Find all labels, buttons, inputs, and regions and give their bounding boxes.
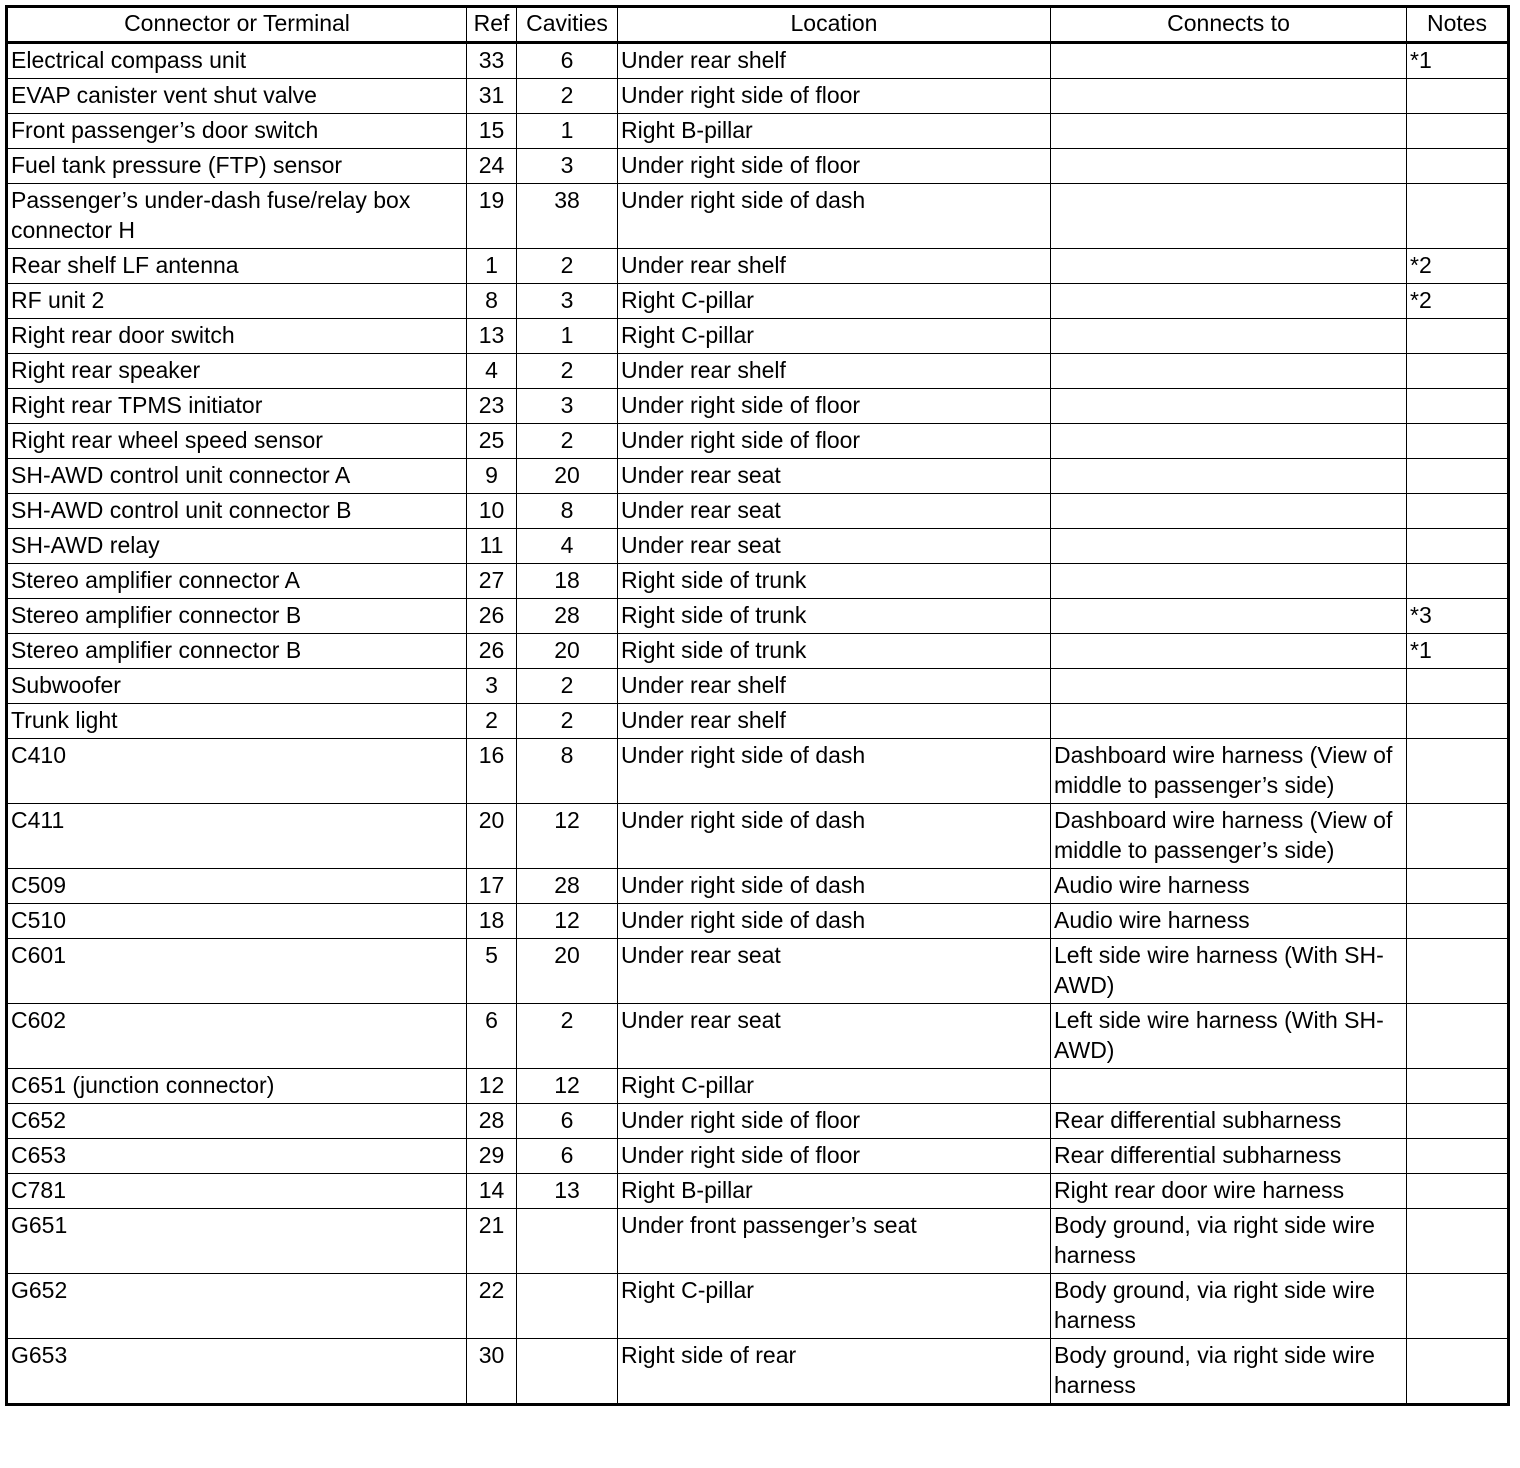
table-row	[7, 389, 1509, 424]
cell-notes	[1407, 114, 1509, 149]
cell-ref: 27	[467, 564, 517, 599]
cell-cavities: 1	[517, 114, 618, 149]
cell-connector: G653	[7, 1339, 467, 1405]
cell-ref: 31	[467, 79, 517, 114]
cell-cavities: 38	[517, 184, 618, 249]
cell-connector: Electrical compass unit	[7, 43, 467, 79]
cell-location: Under rear seat	[618, 494, 1051, 529]
table-row	[7, 1004, 1509, 1069]
cell-location: Under right side of dash	[618, 804, 1051, 869]
cell-notes	[1407, 564, 1509, 599]
cell-notes: *3	[1407, 599, 1509, 634]
cell-cavities: 2	[517, 1004, 618, 1069]
cell-notes	[1407, 79, 1509, 114]
cell-connects-to	[1051, 1069, 1407, 1104]
table-row	[7, 249, 1509, 284]
cell-notes	[1407, 704, 1509, 739]
table-row	[7, 634, 1509, 669]
cell-cavities: 28	[517, 869, 618, 904]
cell-connects-to	[1051, 354, 1407, 389]
cell-connects-to	[1051, 79, 1407, 114]
cell-cavities: 8	[517, 739, 618, 804]
cell-connector: Stereo amplifier connector A	[7, 564, 467, 599]
cell-notes	[1407, 149, 1509, 184]
cell-connector: C509	[7, 869, 467, 904]
table-row	[7, 669, 1509, 704]
cell-location: Under rear seat	[618, 939, 1051, 1004]
connector-table	[5, 5, 1510, 1406]
cell-location: Under rear seat	[618, 459, 1051, 494]
cell-connects-to	[1051, 319, 1407, 354]
column-header-ref: Ref	[467, 7, 517, 43]
cell-connects-to	[1051, 669, 1407, 704]
cell-notes	[1407, 1274, 1509, 1339]
cell-location: Right B-pillar	[618, 114, 1051, 149]
cell-location: Right side of trunk	[618, 634, 1051, 669]
cell-ref: 8	[467, 284, 517, 319]
cell-connects-to: Audio wire harness	[1051, 904, 1407, 939]
cell-connects-to	[1051, 459, 1407, 494]
cell-connects-to	[1051, 529, 1407, 564]
table-row	[7, 1174, 1509, 1209]
cell-notes	[1407, 1069, 1509, 1104]
cell-connector: G651	[7, 1209, 467, 1274]
table-row	[7, 79, 1509, 114]
cell-connects-to	[1051, 284, 1407, 319]
cell-connects-to: Dashboard wire harness (View of middle to passenger’s side)	[1051, 804, 1407, 869]
column-header-connector: Connector or Terminal	[7, 7, 467, 43]
cell-ref: 16	[467, 739, 517, 804]
table-row	[7, 1339, 1509, 1405]
cell-ref: 3	[467, 669, 517, 704]
cell-cavities: 18	[517, 564, 618, 599]
cell-location: Right side of rear	[618, 1339, 1051, 1405]
cell-connects-to: Left side wire harness (With SH-AWD)	[1051, 1004, 1407, 1069]
cell-ref: 33	[467, 43, 517, 79]
cell-connects-to: Dashboard wire harness (View of middle to passenger’s side)	[1051, 739, 1407, 804]
cell-cavities: 2	[517, 249, 618, 284]
cell-connects-to	[1051, 184, 1407, 249]
cell-ref: 17	[467, 869, 517, 904]
cell-location: Under rear shelf	[618, 249, 1051, 284]
table-row	[7, 804, 1509, 869]
cell-ref: 4	[467, 354, 517, 389]
cell-cavities: 20	[517, 939, 618, 1004]
table-row	[7, 904, 1509, 939]
cell-cavities: 3	[517, 284, 618, 319]
cell-ref: 26	[467, 599, 517, 634]
cell-notes	[1407, 389, 1509, 424]
header-row	[7, 7, 1509, 43]
cell-ref: 9	[467, 459, 517, 494]
cell-cavities: 20	[517, 459, 618, 494]
cell-connector: Fuel tank pressure (FTP) sensor	[7, 149, 467, 184]
cell-ref: 12	[467, 1069, 517, 1104]
cell-notes	[1407, 1004, 1509, 1069]
cell-ref: 25	[467, 424, 517, 459]
cell-ref: 10	[467, 494, 517, 529]
cell-connects-to	[1051, 599, 1407, 634]
cell-location: Under right side of floor	[618, 149, 1051, 184]
cell-notes	[1407, 869, 1509, 904]
cell-connector: Front passenger’s door switch	[7, 114, 467, 149]
cell-ref: 26	[467, 634, 517, 669]
cell-connector: EVAP canister vent shut valve	[7, 79, 467, 114]
cell-location: Under right side of dash	[618, 184, 1051, 249]
cell-connector: C510	[7, 904, 467, 939]
table-row	[7, 1209, 1509, 1274]
column-header-connects-to: Connects to	[1051, 7, 1407, 43]
column-header-cavities: Cavities	[517, 7, 618, 43]
cell-connects-to	[1051, 424, 1407, 459]
table-row	[7, 529, 1509, 564]
cell-cavities: 3	[517, 389, 618, 424]
cell-notes	[1407, 939, 1509, 1004]
table-row	[7, 1274, 1509, 1339]
cell-connects-to	[1051, 564, 1407, 599]
cell-connector: C601	[7, 939, 467, 1004]
table-row	[7, 869, 1509, 904]
cell-location: Right C-pillar	[618, 1069, 1051, 1104]
cell-ref: 13	[467, 319, 517, 354]
cell-ref: 21	[467, 1209, 517, 1274]
cell-connects-to: Rear differential subharness	[1051, 1139, 1407, 1174]
cell-cavities: 3	[517, 149, 618, 184]
cell-notes	[1407, 904, 1509, 939]
cell-cavities: 12	[517, 904, 618, 939]
table-row	[7, 43, 1509, 79]
cell-ref: 11	[467, 529, 517, 564]
cell-connector: C602	[7, 1004, 467, 1069]
cell-ref: 30	[467, 1339, 517, 1405]
cell-connector: Passenger’s under-dash fuse/relay box connector H	[7, 184, 467, 249]
cell-connector: Right rear door switch	[7, 319, 467, 354]
cell-connector: Right rear speaker	[7, 354, 467, 389]
table-row	[7, 1139, 1509, 1174]
cell-location: Under rear shelf	[618, 354, 1051, 389]
table-row	[7, 704, 1509, 739]
cell-ref: 1	[467, 249, 517, 284]
cell-notes	[1407, 424, 1509, 459]
cell-notes	[1407, 1339, 1509, 1405]
cell-cavities: 2	[517, 424, 618, 459]
cell-cavities	[517, 1339, 618, 1405]
cell-location: Right B-pillar	[618, 1174, 1051, 1209]
table-row	[7, 319, 1509, 354]
cell-connector: Right rear TPMS initiator	[7, 389, 467, 424]
cell-ref: 15	[467, 114, 517, 149]
table-row	[7, 564, 1509, 599]
cell-connector: C653	[7, 1139, 467, 1174]
cell-connects-to	[1051, 494, 1407, 529]
table-row	[7, 114, 1509, 149]
cell-connects-to	[1051, 249, 1407, 284]
cell-ref: 24	[467, 149, 517, 184]
cell-cavities: 2	[517, 354, 618, 389]
cell-connector: Trunk light	[7, 704, 467, 739]
cell-cavities: 12	[517, 804, 618, 869]
cell-notes	[1407, 669, 1509, 704]
cell-notes	[1407, 529, 1509, 564]
cell-connects-to: Body ground, via right side wire harness	[1051, 1339, 1407, 1405]
cell-connector: SH-AWD control unit connector B	[7, 494, 467, 529]
cell-location: Under right side of dash	[618, 739, 1051, 804]
cell-location: Under right side of floor	[618, 79, 1051, 114]
cell-location: Right C-pillar	[618, 284, 1051, 319]
cell-location: Under right side of floor	[618, 1104, 1051, 1139]
cell-notes	[1407, 184, 1509, 249]
cell-connects-to: Right rear door wire harness	[1051, 1174, 1407, 1209]
cell-connector: Subwoofer	[7, 669, 467, 704]
cell-notes	[1407, 739, 1509, 804]
cell-connector: SH-AWD control unit connector A	[7, 459, 467, 494]
cell-connects-to	[1051, 114, 1407, 149]
cell-notes: *2	[1407, 249, 1509, 284]
table-row	[7, 599, 1509, 634]
cell-notes	[1407, 1209, 1509, 1274]
cell-connects-to: Body ground, via right side wire harness	[1051, 1209, 1407, 1274]
table-row	[7, 149, 1509, 184]
cell-ref: 29	[467, 1139, 517, 1174]
cell-connector: Stereo amplifier connector B	[7, 634, 467, 669]
cell-cavities: 20	[517, 634, 618, 669]
cell-location: Under right side of floor	[618, 1139, 1051, 1174]
cell-connects-to	[1051, 389, 1407, 424]
cell-ref: 18	[467, 904, 517, 939]
cell-notes	[1407, 459, 1509, 494]
cell-cavities: 12	[517, 1069, 618, 1104]
cell-location: Under rear shelf	[618, 704, 1051, 739]
cell-cavities	[517, 1209, 618, 1274]
cell-location: Right side of trunk	[618, 564, 1051, 599]
cell-location: Under rear seat	[618, 1004, 1051, 1069]
cell-notes	[1407, 354, 1509, 389]
column-header-location: Location	[618, 7, 1051, 43]
cell-cavities: 4	[517, 529, 618, 564]
cell-ref: 20	[467, 804, 517, 869]
table-row	[7, 424, 1509, 459]
cell-notes: *1	[1407, 43, 1509, 79]
cell-connector: C411	[7, 804, 467, 869]
cell-connects-to	[1051, 634, 1407, 669]
cell-notes	[1407, 1139, 1509, 1174]
cell-location: Under right side of floor	[618, 424, 1051, 459]
cell-cavities	[517, 1274, 618, 1339]
table-row	[7, 184, 1509, 249]
cell-location: Under right side of dash	[618, 869, 1051, 904]
cell-connector: C781	[7, 1174, 467, 1209]
cell-connects-to: Rear differential subharness	[1051, 1104, 1407, 1139]
cell-notes	[1407, 319, 1509, 354]
column-header-notes: Notes	[1407, 7, 1509, 43]
table-row	[7, 494, 1509, 529]
cell-ref: 19	[467, 184, 517, 249]
cell-connects-to: Body ground, via right side wire harness	[1051, 1274, 1407, 1339]
cell-cavities: 1	[517, 319, 618, 354]
cell-connects-to: Left side wire harness (With SH-AWD)	[1051, 939, 1407, 1004]
cell-ref: 14	[467, 1174, 517, 1209]
table-body	[7, 43, 1509, 1405]
cell-cavities: 6	[517, 1139, 618, 1174]
cell-location: Right C-pillar	[618, 319, 1051, 354]
cell-connector: Right rear wheel speed sensor	[7, 424, 467, 459]
table-row	[7, 939, 1509, 1004]
cell-location: Right C-pillar	[618, 1274, 1051, 1339]
cell-cavities: 2	[517, 704, 618, 739]
cell-notes	[1407, 494, 1509, 529]
cell-location: Right side of trunk	[618, 599, 1051, 634]
table-row	[7, 1069, 1509, 1104]
table-row	[7, 459, 1509, 494]
cell-cavities: 28	[517, 599, 618, 634]
cell-ref: 23	[467, 389, 517, 424]
cell-ref: 2	[467, 704, 517, 739]
cell-connector: G652	[7, 1274, 467, 1339]
cell-cavities: 6	[517, 1104, 618, 1139]
cell-location: Under rear shelf	[618, 669, 1051, 704]
cell-ref: 28	[467, 1104, 517, 1139]
cell-connector: SH-AWD relay	[7, 529, 467, 564]
cell-connector: C410	[7, 739, 467, 804]
cell-location: Under rear seat	[618, 529, 1051, 564]
table-row	[7, 739, 1509, 804]
cell-location: Under rear shelf	[618, 43, 1051, 79]
cell-notes	[1407, 1174, 1509, 1209]
cell-connects-to: Audio wire harness	[1051, 869, 1407, 904]
cell-connector: C652	[7, 1104, 467, 1139]
cell-connector: C651 (junction connector)	[7, 1069, 467, 1104]
table-row	[7, 354, 1509, 389]
cell-notes: *1	[1407, 634, 1509, 669]
table-row	[7, 1104, 1509, 1139]
cell-ref: 6	[467, 1004, 517, 1069]
cell-notes: *2	[1407, 284, 1509, 319]
cell-connects-to	[1051, 704, 1407, 739]
cell-connector: Stereo amplifier connector B	[7, 599, 467, 634]
table-row	[7, 284, 1509, 319]
cell-location: Under right side of dash	[618, 904, 1051, 939]
cell-cavities: 13	[517, 1174, 618, 1209]
cell-ref: 5	[467, 939, 517, 1004]
cell-cavities: 8	[517, 494, 618, 529]
cell-connects-to	[1051, 43, 1407, 79]
cell-connects-to	[1051, 149, 1407, 184]
cell-cavities: 2	[517, 79, 618, 114]
cell-notes	[1407, 804, 1509, 869]
cell-connector: Rear shelf LF antenna	[7, 249, 467, 284]
cell-connector: RF unit 2	[7, 284, 467, 319]
cell-notes	[1407, 1104, 1509, 1139]
cell-location: Under front passenger’s seat	[618, 1209, 1051, 1274]
cell-cavities: 2	[517, 669, 618, 704]
cell-location: Under right side of floor	[618, 389, 1051, 424]
cell-ref: 22	[467, 1274, 517, 1339]
cell-cavities: 6	[517, 43, 618, 79]
